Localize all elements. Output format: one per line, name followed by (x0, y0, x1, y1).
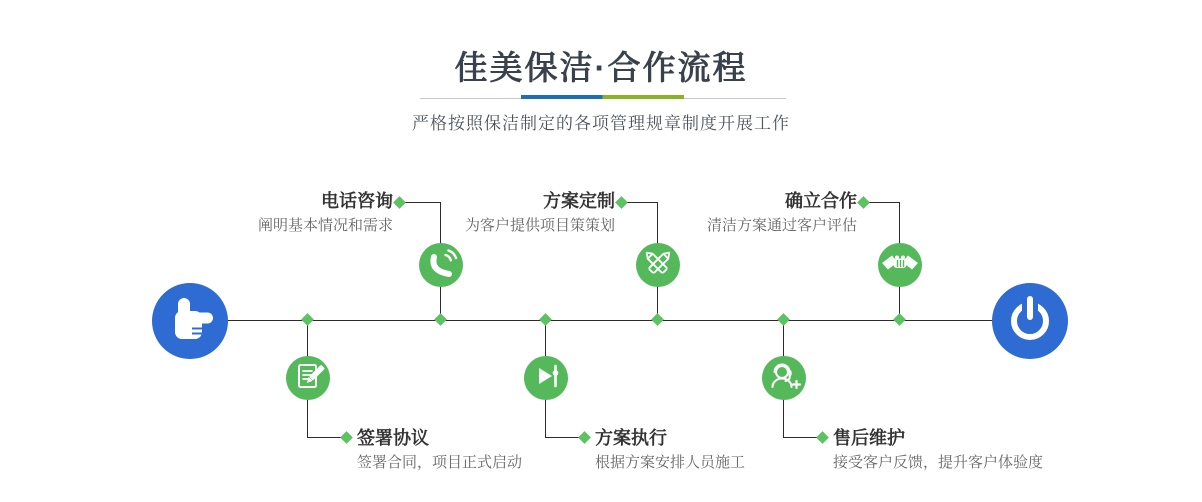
play-icon (524, 354, 568, 403)
step-icon-circle-phone (419, 243, 463, 287)
contract-icon (286, 354, 330, 403)
step-icon-circle-design (636, 243, 680, 287)
label-diamond (340, 431, 353, 444)
step-title: 售后维护 (833, 428, 905, 448)
step-title: 签署协议 (357, 428, 429, 448)
step-title: 电话咨询 (321, 191, 393, 211)
step-desc: 接受客户反馈，提升客户体验度 (833, 454, 1044, 471)
step-title: 方案定制 (543, 191, 615, 211)
step-desc: 根据方案安排人员施工 (595, 454, 746, 471)
step-icon-circle-aftersales (762, 356, 806, 400)
step-label-plan-custom (335, 190, 615, 236)
step-icon-circle-execute (524, 356, 568, 400)
flow-end-node (992, 283, 1068, 359)
step-icon-circle-handshake (878, 243, 922, 287)
timeline-node-diamond (777, 313, 790, 326)
timeline-node-diamond (434, 313, 447, 326)
step-desc: 阐明基本情况和需求 (257, 217, 393, 234)
step-title: 方案执行 (595, 428, 667, 448)
step-label-aftersales (833, 427, 1113, 473)
headset-plus-icon (762, 354, 806, 403)
power-icon (992, 281, 1068, 362)
step-label-confirm-coop (577, 190, 857, 236)
handshake-icon (878, 241, 922, 290)
step-icon-circle-contract (286, 356, 330, 400)
phone-icon (419, 241, 463, 290)
page-title: 佳美保洁·合作流程 (454, 49, 748, 86)
timeline-node-diamond (301, 313, 314, 326)
step-desc: 清洁方案通过客户评估 (706, 217, 857, 234)
crossed-pencils-icon (636, 241, 680, 290)
timeline-node-diamond (651, 313, 664, 326)
label-diamond (857, 196, 870, 209)
step-title: 确立合作 (785, 191, 857, 211)
step-desc: 为客户提供项目策策划 (464, 217, 615, 234)
timeline-node-diamond (539, 313, 552, 326)
divider-accent-bar (521, 95, 684, 99)
timeline-node-diamond (893, 313, 906, 326)
pointing-hand-icon (152, 281, 228, 362)
step-desc: 签署合同，项目正式启动 (357, 454, 523, 471)
page-subtitle: 严格按照保洁制定的各项管理规章制度开展工作 (412, 114, 790, 133)
flow-start-node (152, 283, 228, 359)
